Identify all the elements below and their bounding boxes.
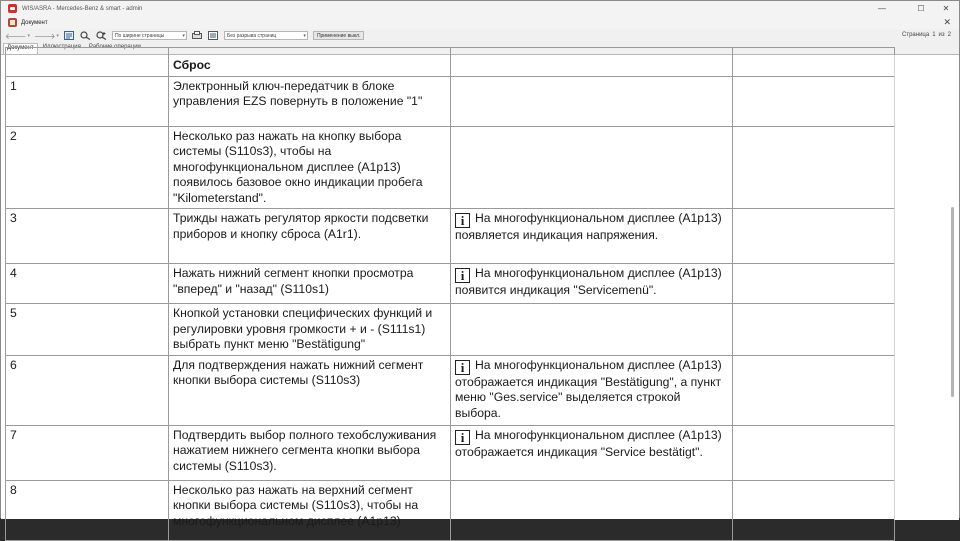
step-note <box>451 480 733 540</box>
step-action: Трижды нажать регулятор яркости подсветки приборов и кнопку сброса (A1r1). <box>169 209 451 264</box>
step-note-text: На многофункциональном дисплее (A1p13) появится индикация "Servicemenü". <box>455 266 722 297</box>
step-note-text: На многофункциональном дисплее (A1p13) отображается индикация "Service bestätigt". <box>455 427 722 459</box>
step-note-text: На многофункциональном дисплее (A1p13) появляется индикация напряжения. <box>455 211 722 242</box>
step-action: Нажать нижний сегмент кнопки просмотра "вперед" и "назад" (S110s1) <box>169 264 451 304</box>
apply-toggle-button[interactable]: Применение выкл. <box>313 31 364 40</box>
dropdown-caret-icon: ▾ <box>27 32 30 39</box>
search-next-icon <box>96 31 107 40</box>
forward-arrow-icon: 🡒 <box>33 31 56 41</box>
maximize-button[interactable]: ☐ <box>917 4 925 13</box>
info-icon: i <box>455 268 470 283</box>
dropdown-caret-icon: ▾ <box>56 32 59 39</box>
step-action: Для подтверждения нажать нижний сегмент кнопки выбора системы (S110s3) <box>169 355 451 425</box>
step-note-text: На многофункциональном дисплее (A1p13) отображается индикация "Bestätigung", а пункт меню "Ges.service" выделяется строкой выбора. <box>455 357 722 420</box>
table-row <box>6 76 895 126</box>
document-view <box>1 54 959 528</box>
document-bar <box>1 16 959 29</box>
step-number: 2 <box>6 126 169 209</box>
table-row <box>6 355 895 425</box>
info-icon: i <box>455 213 470 228</box>
step-action: Несколько раз нажать на верхний сегмент кнопки выбора системы (S110s3), чтобы на многофункциональном дисплее (A1p13) <box>169 480 451 540</box>
step-number: 4 <box>6 264 169 304</box>
back-button[interactable] <box>5 31 30 41</box>
search-button[interactable] <box>80 31 91 40</box>
step-note <box>451 425 733 480</box>
back-arrow-icon: 🡐 <box>5 31 27 41</box>
table-row <box>6 425 895 480</box>
table-row <box>6 480 895 540</box>
tab-illustration[interactable]: Иллюстрация <box>42 44 81 50</box>
step-number: 1 <box>6 76 169 126</box>
document-icon <box>8 18 17 27</box>
tab-document[interactable]: Документ <box>3 43 38 54</box>
page-label: Страница <box>902 32 930 38</box>
tab-work-operations[interactable]: Рабочие операции <box>88 44 141 50</box>
step-action: Несколько раз нажать на кнопку выбора системы (S110s3), чтобы на многофункциональном дисплее (A1p13) появилось базовое окно индикации пробега "Kilometerstand". <box>169 126 451 209</box>
scrollbar-thumb[interactable] <box>951 207 954 397</box>
table-row <box>6 126 895 209</box>
step-action: Подтвердить выбор полного техобслуживания нажатием нижнего сегмента кнопки выбора системы (S110s3). <box>169 425 451 480</box>
page-indicator <box>902 29 951 42</box>
chevron-down-icon: ▾ <box>303 33 306 39</box>
forward-button[interactable] <box>34 31 59 41</box>
zoom-select-value: По ширине страницы <box>114 32 165 39</box>
table-header-title: Сброс <box>169 48 451 77</box>
search-next-button[interactable] <box>96 31 107 40</box>
title-bar <box>1 1 959 16</box>
toc-icon <box>64 31 74 40</box>
step-number: 7 <box>6 425 169 480</box>
toolbar <box>1 29 959 42</box>
step-note <box>451 126 733 209</box>
step-action: Кнопкой установки специфических функций и регулировки уровня громкости + и - (S111s1) выбрать пункт меню "Bestätigung" <box>169 304 451 356</box>
vertical-scrollbar[interactable] <box>894 55 959 520</box>
toc-button[interactable] <box>64 31 75 40</box>
minimize-button[interactable]: — <box>878 4 886 13</box>
step-action: Электронный ключ-передатчик в блоке управления EZS повернуть в положение "1" <box>169 76 451 126</box>
info-icon: i <box>455 430 470 445</box>
table-row <box>6 209 895 264</box>
document-page <box>5 55 894 528</box>
app-logo-icon <box>8 4 17 13</box>
page-total: 2 <box>947 32 951 38</box>
page-view-button[interactable] <box>208 31 219 40</box>
step-note <box>451 76 733 126</box>
step-number: 5 <box>6 304 169 356</box>
document-title: Документ <box>21 19 48 26</box>
close-window-button[interactable]: ✕ <box>942 4 950 13</box>
close-document-button[interactable]: ✕ <box>943 17 951 27</box>
table-row <box>6 264 895 304</box>
info-icon: i <box>455 360 470 375</box>
zoom-select[interactable] <box>112 31 187 40</box>
chevron-down-icon: ▾ <box>182 33 185 39</box>
page-view-icon <box>208 31 218 40</box>
procedure-table <box>5 47 895 541</box>
page-current: 1 <box>932 32 936 38</box>
print-icon <box>192 31 202 40</box>
step-note <box>451 304 733 356</box>
window-title: WIS/ASRA - Mercedes-Benz & smart - admin <box>22 5 143 12</box>
step-note <box>451 355 733 425</box>
page-break-select-value: Без разрыва страниц <box>226 32 277 39</box>
table-header-row <box>6 48 895 77</box>
table-row <box>6 304 895 356</box>
step-number: 3 <box>6 209 169 264</box>
step-note <box>451 264 733 304</box>
step-number: 8 <box>6 480 169 540</box>
step-number: 6 <box>6 355 169 425</box>
page-break-select[interactable] <box>224 31 308 40</box>
page-separator: из <box>938 32 945 38</box>
print-button[interactable] <box>192 31 203 40</box>
search-icon <box>80 31 91 40</box>
step-note <box>451 209 733 264</box>
